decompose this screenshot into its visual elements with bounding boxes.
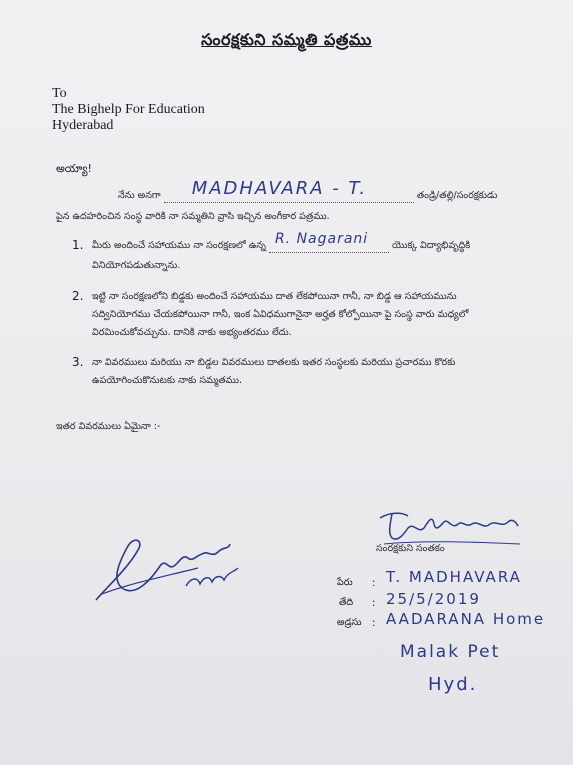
address-value-line-1: AADARANA Home	[386, 610, 546, 628]
item-2-number: 2.	[72, 289, 84, 303]
item-1-number: 1.	[72, 238, 84, 252]
address-colon: :	[372, 615, 376, 629]
document-title: సంరక్షకుని సమ్మతి పత్రము	[201, 30, 372, 49]
intro-prefix: నేను అనగా	[118, 190, 161, 201]
item-2-line-3: విరమించుకోవచ్చును. దానికి నాకు అభ్యంతరము లేదు.	[92, 327, 292, 338]
intro-suffix: తండ్రి/తల్లి/సంరక్షకుడు	[416, 190, 498, 201]
address-value-line-2: Malak Pet	[400, 642, 501, 662]
item-3-line-2: ఉపయోగించుకొనుటకు నాకు సమ్మతము.	[92, 375, 243, 386]
to-label: To	[52, 86, 67, 101]
student-name-handwritten: R. Nagarani	[274, 231, 369, 247]
item-3-line-1: నా వివరములు మరియు నా బిడ్డల వివరములు దాతలకు ఇతర సంస్థలకు మరియు ప్రచారము కొరకు	[92, 357, 456, 368]
item-1-line-1	[92, 231, 471, 253]
guardian-name-field	[164, 178, 414, 203]
date-colon: :	[372, 595, 376, 609]
witness-signature	[88, 528, 263, 608]
item-1-prefix: మీరు అందించే సహాయము నా సంరక్షణలో ఉన్న	[92, 240, 266, 251]
date-label: తేది	[339, 597, 354, 608]
addressee-city: Hyderabad	[52, 118, 114, 133]
student-name-field	[269, 231, 389, 253]
address-label: అడ్రసు	[337, 617, 362, 628]
intro-line-2: పైన ఉదహరించిన సంస్థ వారికి నా సమ్మతిని వ్రాసి ఇచ్చిన అంగీకార పత్రము.	[56, 211, 330, 222]
date-value: 25/5/2019	[386, 590, 481, 608]
addressee: The Bighelp For Education	[52, 102, 205, 117]
item-2-line-2: సద్వినియోగము చేయకపోయినా గానీ, ఇంక ఏవిధముగానైనా అర్హత కోల్పోయినా పై సంస్థ వారు మధ్యలో	[92, 309, 469, 320]
item-3-number: 3.	[72, 355, 84, 369]
address-value-line-3: Hyd.	[428, 674, 478, 695]
address-block	[52, 86, 205, 134]
item-1-suffix: యొక్క విద్యాభివృద్ధికి	[391, 240, 471, 251]
intro-line-1	[118, 178, 498, 203]
salutation: అయ్యా!	[56, 162, 92, 175]
item-2-line-1: ఇట్టి నా సంరక్షణలోని బిడ్డకు అందించే సహాయము దాత లేకపోయినా గానీ, నా బిడ్డ ఆ సహాయమును	[92, 291, 457, 302]
other-details-label: ఇతర వివరములు ఏమైనా :-	[56, 421, 161, 432]
item-1-line-2: వినియోగపడుతున్నాను.	[92, 260, 181, 271]
guardian-name-handwritten: MADHAVARA - T.	[191, 178, 368, 199]
name-colon: :	[372, 575, 376, 589]
guardian-signature-label: సంరక్షకుని సంతకం	[376, 543, 445, 554]
name-label: పేరు	[337, 577, 353, 588]
name-value: T. MADHAVARA	[386, 568, 522, 586]
